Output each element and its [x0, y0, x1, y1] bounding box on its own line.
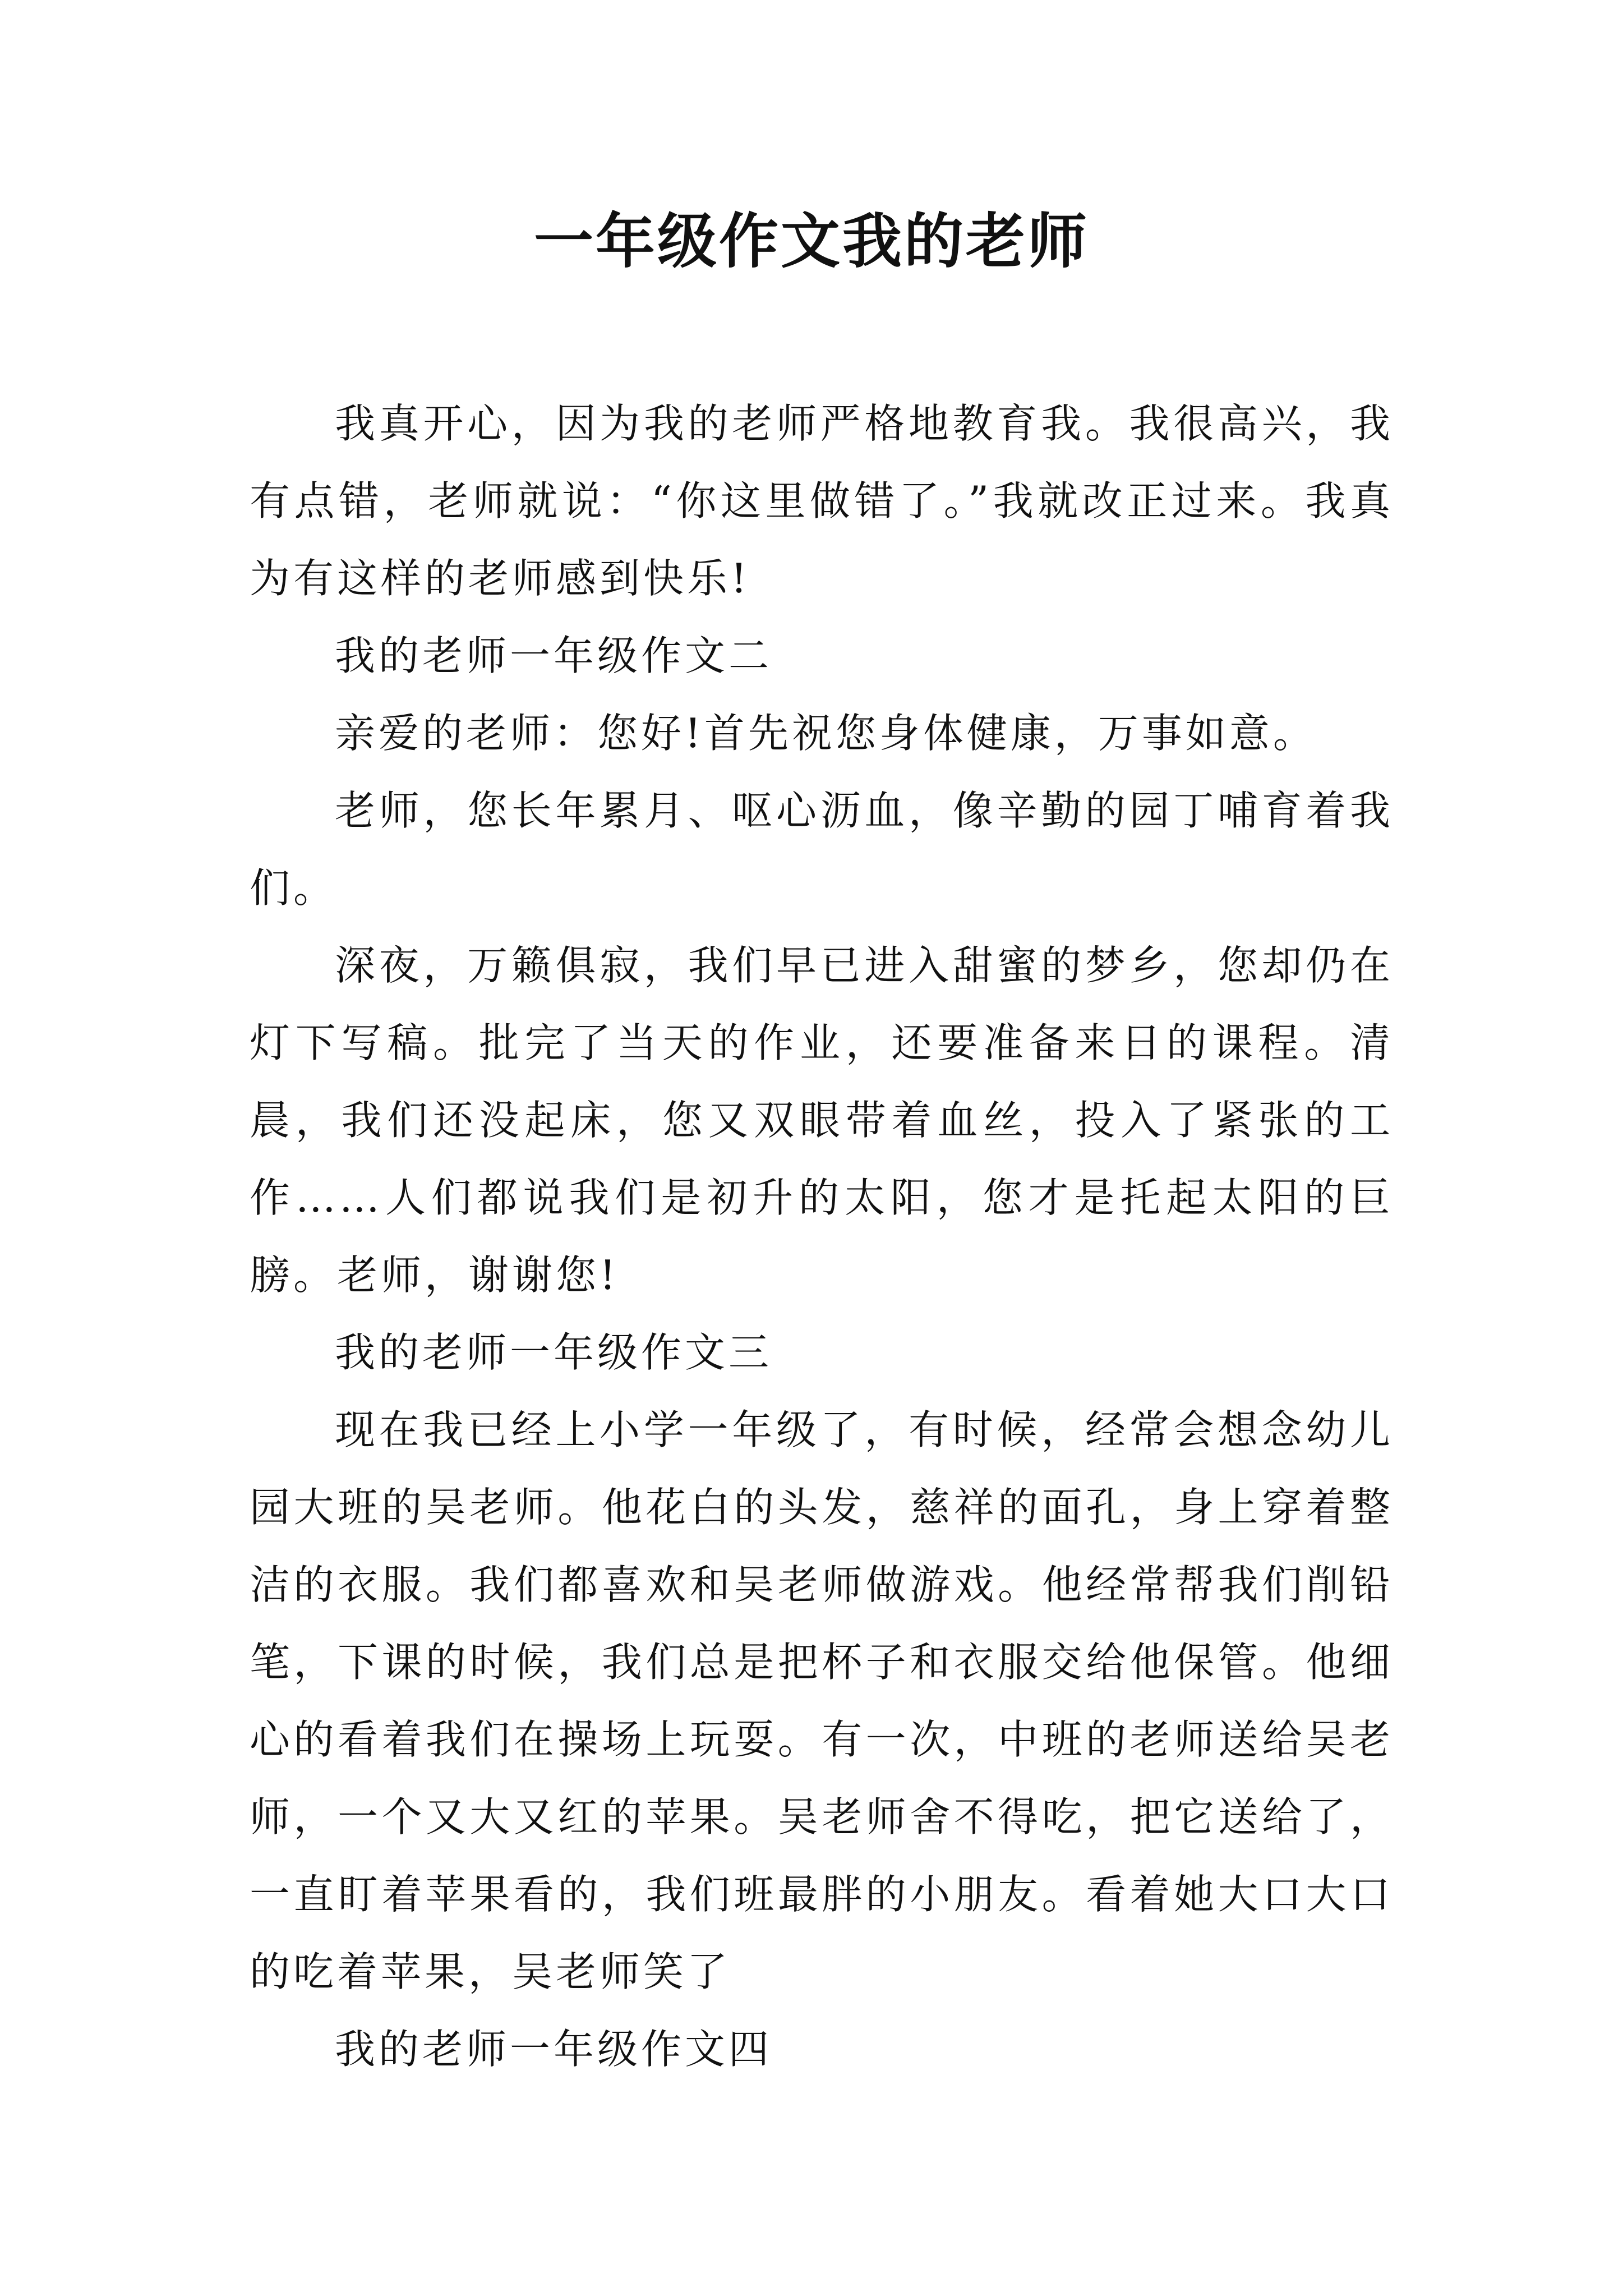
paragraph-3: 深夜，万籁俱寂，我们早已进入甜蜜的梦乡，您却仍在灯下写稿。批完了当天的作业，还要准备来日的课程。清晨，我们还没起床，您又双眼带着血丝，投入了紧张的工作……人们都说我们是初升的太阳，您才是托起太阳的巨膀。老师，谢谢您!	[250, 942, 1394, 1299]
section-heading-2: 我的老师一年级作文二	[335, 632, 773, 679]
document-title: 一年级作文我的老师	[534, 206, 1089, 276]
document-body	[250, 385, 1394, 2088]
section-heading-4: 我的老师一年级作文四	[335, 2026, 773, 2073]
paragraph-4: 现在我已经上小学一年级了，有时候，经常会想念幼儿园大班的吴老师。他花白的头发，慈祥的面孔，身上穿着整洁的衣服。我们都喜欢和吴老师做游戏。他经常帮我们削铅笔，下课的时候，我们总是把杯子和衣服交给他保管。他细心的看着我们在操场上玩耍。有一次，中班的老师送给吴老师，一个又大又红的苹果。吴老师舍不得吃，把它送给了，一直盯着苹果看的，我们班最胖的小朋友。看着她大口大口的吃着苹果，吴老师笑了	[250, 1406, 1394, 1995]
paragraph-2: 老师，您长年累月、呕心沥血，像辛勤的园丁哺育着我们。	[250, 787, 1394, 912]
paragraph-1: 我真开心，因为我的老师严格地教育我。我很高兴，我有点错，老师就说：“你这里做错了。”我就改正过来。我真为有这样的老师感到快乐!	[250, 400, 1394, 602]
section-heading-3: 我的老师一年级作文三	[335, 1329, 773, 1376]
paragraph-greeting: 亲爱的老师：您好!首先祝您身体健康，万事如意。	[335, 710, 1317, 757]
